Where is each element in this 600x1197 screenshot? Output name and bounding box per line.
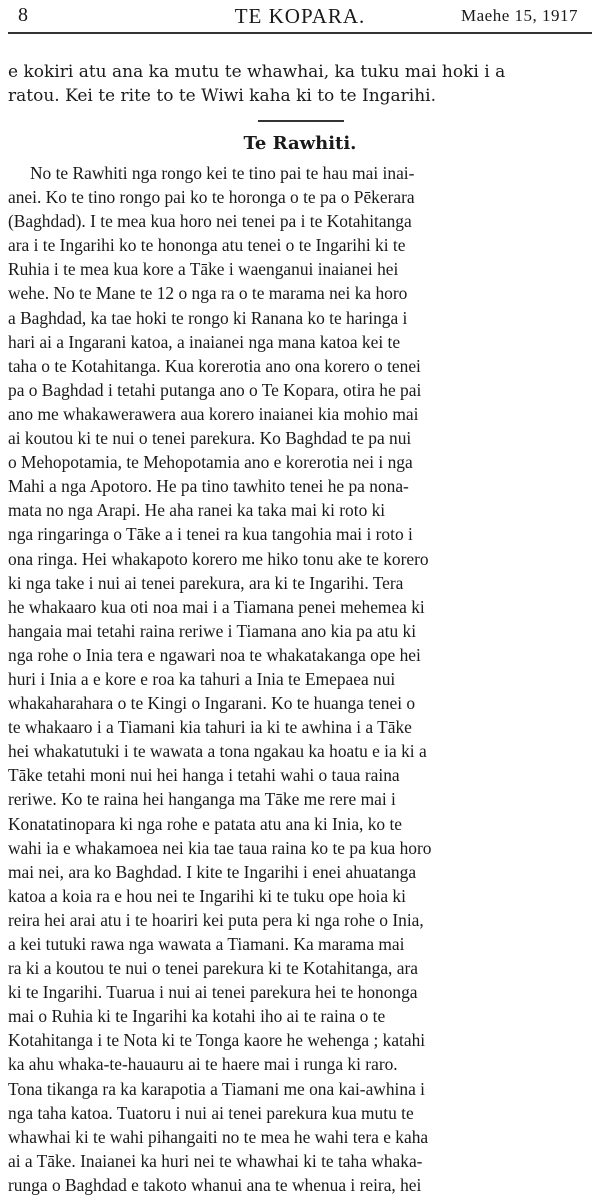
text-line: ara i te Ingarihi ko te hononga atu tenei o te Ingarihi ki te	[8, 235, 406, 256]
text-line: a Baghdad, ka tae hoki te rongo ki Ranana ko te haringa i	[8, 307, 408, 328]
text-line: e kokiri atu ana ka mutu te whawhai, ka tuku mai hoki i a	[8, 62, 506, 82]
text-line: he whakaaro kua oti noa mai i a Tiamana penei mehemea ki	[8, 596, 425, 617]
page-header	[10, 0, 590, 30]
text-line: Konatatinopara ki nga rohe e patata atu ana ki Inia, ko te	[8, 813, 403, 834]
text-line: mata no nga Arapi. He aha ranei ka taka mai ki roto ki	[8, 500, 386, 521]
intro-paragraph	[8, 60, 584, 108]
text-line: katoa a koia ra e hou nei te Ingarihi ki te tuku ope hoia ki	[8, 885, 406, 906]
text-line: hangaia mai tetahi raina reriwe i Tiamana ano kia pa atu ki	[8, 620, 417, 641]
text-line: whakaharahara o te Kingi o Ingarani. Ko te huanga tenei o	[8, 693, 416, 714]
text-line: ano me whakawerawera aua korero inaianei kia mohio mai	[8, 403, 419, 424]
header-rule	[8, 32, 592, 34]
text-line: Mahi a nga Apotoro. He pa tino tawhito tenei he pa nona-	[8, 476, 409, 497]
text-line: taha o te Kotahitanga. Kua korerotia ano ona korero o tenei	[8, 355, 421, 376]
text-line: nga taha katoa. Tuatoru i nui ai tenei parekura kua mutu te	[8, 1102, 414, 1123]
text-line: hei whakatutuki i te wawata a tona ngakau ka hoatu e ia ki a	[8, 741, 427, 762]
page-number: 8	[18, 4, 28, 26]
text-line: whawhai ki te wahi pihangaiti no te mea he wahi tera e kaha	[8, 1126, 429, 1147]
text-line: reira hei arai atu i te hoariri kei puta pera ki nga rohe o Inia,	[8, 909, 424, 930]
text-line: ki te Ingarihi. Tuarua i nui ai tenei parekura hei te hononga	[8, 982, 418, 1003]
text-line: ratou. Kei te rite to te Wiwi kaha ki to te Ingarihi.	[8, 86, 437, 106]
text-line: Tona tikanga ra ka karapotia a Tiamani me ona kai-awhina i	[8, 1078, 425, 1099]
text-line: ki nga take i nui ai tenei parekura, ara ki te Ingarihi. Tera	[8, 572, 404, 593]
text-line: ai koutou ki te nui o tenei parekura. Ko Baghdad te pa nui	[8, 428, 412, 449]
text-line: te whakaaro i a Tiamani kia tahuri ia ki te awhina i a Tāke	[8, 717, 412, 738]
text-line: wahi ia e whakamoea nei kia tae taua raina ko te pa kua horo	[8, 837, 432, 858]
text-line: a kei tutuki rawa nga wawata a Tiamani. Ka marama mai	[8, 934, 405, 954]
text-line: reriwe. Ko te raina hei hanganga ma Tāke me rere mai i	[8, 789, 396, 810]
section-heading: Te Rawhiti.	[243, 133, 357, 154]
text-line: nga rohe o Inia tera e ngawari noa te whakatakanga ope hei	[8, 644, 421, 665]
text-line: ka ahu whaka-te-hauauru ai te haere mai i runga ki raro.	[8, 1054, 398, 1075]
text-line: Ruhia i te mea kua kore a Tāke i waenganui inaianei hei	[8, 259, 399, 280]
text-line: (Baghdad). I te mea kua horo nei tenei pa i te Kotahitanga	[8, 211, 412, 232]
text-line: o Mehopotamia, te Mehopotamia ano e korerotia nei i nga	[8, 452, 413, 473]
text-line: Tāke tetahi moni nui hei hanga i tetahi wahi o taua raina	[8, 765, 400, 786]
text-line: Kotahitanga i te Nota ki te Tonga kaore he wehenga ; katahi	[8, 1030, 426, 1051]
text-line: ra ki a koutou te nui o tenei parekura ki te Kotahitanga, ara	[8, 958, 418, 979]
publication-title: TE KOPARA.	[234, 4, 366, 28]
text-line: hari ai a Ingarani katoa, a inaianei nga mana katoa kei te	[8, 331, 401, 352]
text-line: mai o Ruhia ki te Ingarihi ka kotahi iho ai te raina o te	[8, 1006, 386, 1027]
text-line: anei. Ko te tino rongo pai ko te horonga o te pa o Pēkerara	[8, 187, 415, 208]
issue-date: Maehe 15, 1917	[460, 6, 578, 25]
text-line: mai nei, ara ko Baghdad. I kite te Ingarihi i enei ahuatanga	[8, 861, 417, 882]
text-line: huri i Inia a e kore e roa ka tahuri a Inia te Emepaea nui	[8, 668, 396, 689]
text-line: pa o Baghdad i tetahi putanga ano o Te Kopara, otira he pai	[8, 379, 422, 400]
text-line: nga ringaringa o Tāke a i tenei ra kua tangohia mai i roto i	[8, 524, 413, 545]
text-line: ona ringa. Hei whakapoto korero me hiko tonu ake te korero	[8, 548, 429, 569]
section-divider	[258, 120, 344, 122]
text-line: wehe. No te Mane te 12 o nga ra o te marama nei ka horo	[8, 283, 408, 304]
text-line: ai a Tāke. Inaianei ka huri nei te whawhai ki te taha whaka-	[8, 1150, 423, 1171]
text-line: No te Rawhiti nga rongo kei te tino pai te hau mai inai-	[30, 163, 415, 183]
article-body	[8, 161, 584, 1197]
text-line: runga o Baghdad e takoto whanui ana te whenua i reira, hei	[8, 1174, 422, 1195]
